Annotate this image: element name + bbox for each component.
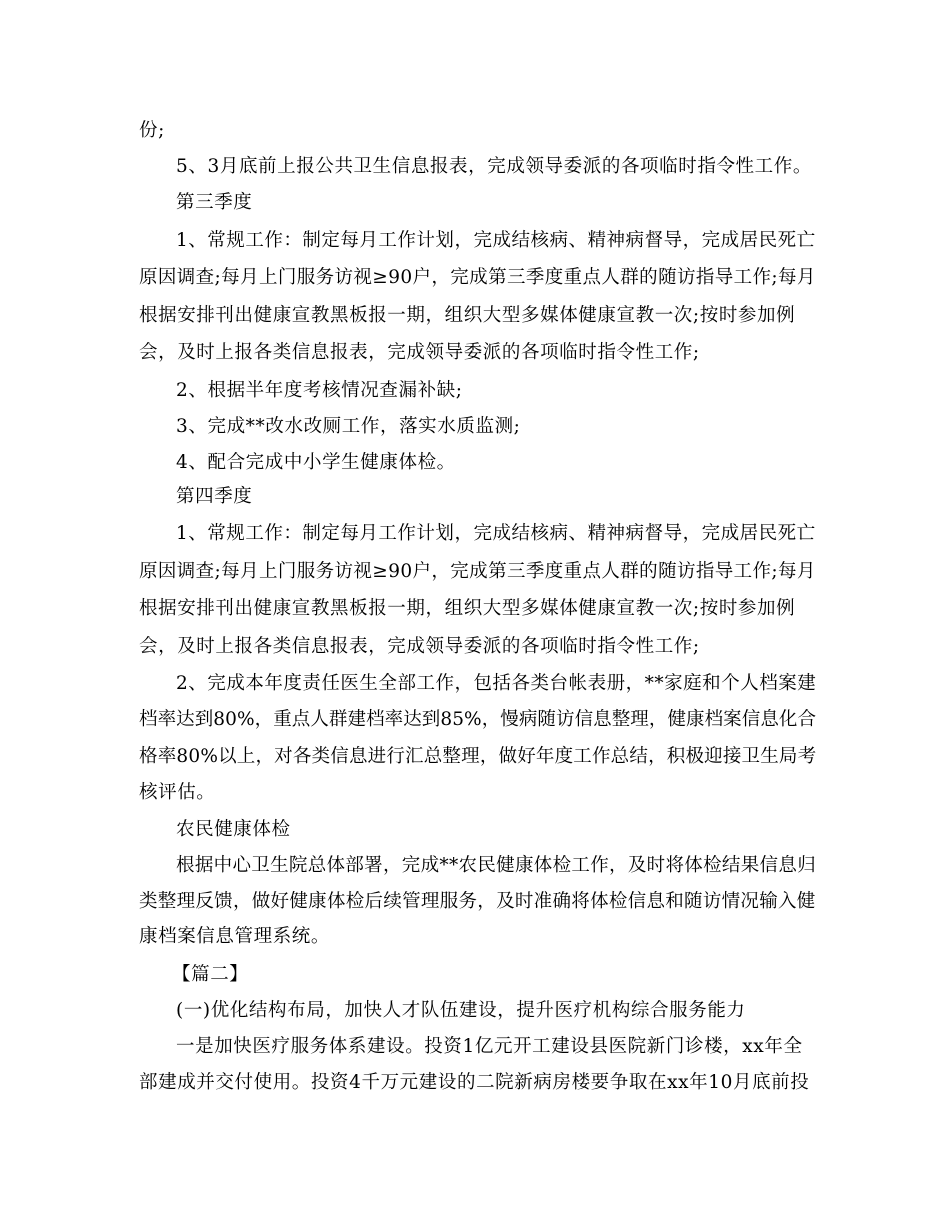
text-line: 格率80%以上，对各类信息进行汇总整理，做好年度工作总结，积极迎接卫生局考	[139, 746, 817, 767]
section-heading: 农民健康体检	[176, 819, 291, 840]
text-line: 类整理反馈，做好健康体检后续管理服务，及时准确将体检信息和随访情况输入健	[139, 891, 816, 912]
section-heading: 第四季度	[176, 486, 253, 507]
text-line: 会，及时上报各类信息报表，完成领导委派的各项临时指令性工作;	[139, 636, 700, 657]
text-line: 1、常规工作：制定每月工作计划，完成结核病、精神病督导，完成居民死亡	[176, 230, 816, 251]
section-heading: 第三季度	[176, 192, 253, 213]
text-line: 原因调查;每月上门服务访视≥90户，完成第三季度重点人群的随访指导工作;每月	[139, 267, 816, 288]
text-line: 2、完成本年度责任医生全部工作，包括各类台帐表册，**家庭和个人档案建	[176, 673, 817, 694]
text-line: 4、配合完成中小学生健康体检。	[176, 452, 456, 473]
text-line: (一)优化结构布局，加快人才队伍建设，提升医疗机构综合服务能力	[176, 1000, 746, 1021]
text-line: 根据安排刊出健康宣教黑板报一期，组织大型多媒体健康宣教一次;按时参加例	[139, 305, 796, 326]
section-heading: 【篇二】	[172, 964, 249, 985]
text-line: 根据中心卫生院总体部署，完成**农民健康体检工作，及时将体检结果信息归	[176, 855, 817, 876]
text-line: 会，及时上报各类信息报表，完成领导委派的各项临时指令性工作;	[139, 342, 700, 363]
text-line: 康档案信息管理系统。	[139, 926, 331, 947]
text-line: 档率达到80%，重点人群建档率达到85%，慢病随访信息整理，健康档案信息化合	[139, 709, 817, 730]
text-line: 原因调查;每月上门服务访视≥90户，完成第三季度重点人群的随访指导工作;每月	[139, 561, 816, 582]
text-line: 根据安排刊出健康宣教黑板报一期，组织大型多媒体健康宣教一次;按时参加例	[139, 598, 796, 619]
text-line: 5、3月底前上报公共卫生信息报表，完成领导委派的各项临时指令性工作。	[176, 156, 812, 177]
text-line: 一是加快医疗服务体系建设。投资1亿元开工建设县医院新门诊楼，xx年全	[176, 1036, 803, 1057]
text-line: 3、完成**改水改厕工作，落实水质监测;	[176, 416, 521, 437]
text-line: 2、根据半年度考核情况查漏补缺;	[176, 380, 463, 401]
text-line: 1、常规工作：制定每月工作计划，完成结核病、精神病督导，完成居民死亡	[176, 523, 816, 544]
text-line: 份;	[139, 120, 165, 141]
text-line: 核评估。	[139, 782, 216, 803]
text-line: 部建成并交付使用。投资4千万元建设的二院新病房楼要争取在xx年10月底前投	[139, 1072, 810, 1093]
